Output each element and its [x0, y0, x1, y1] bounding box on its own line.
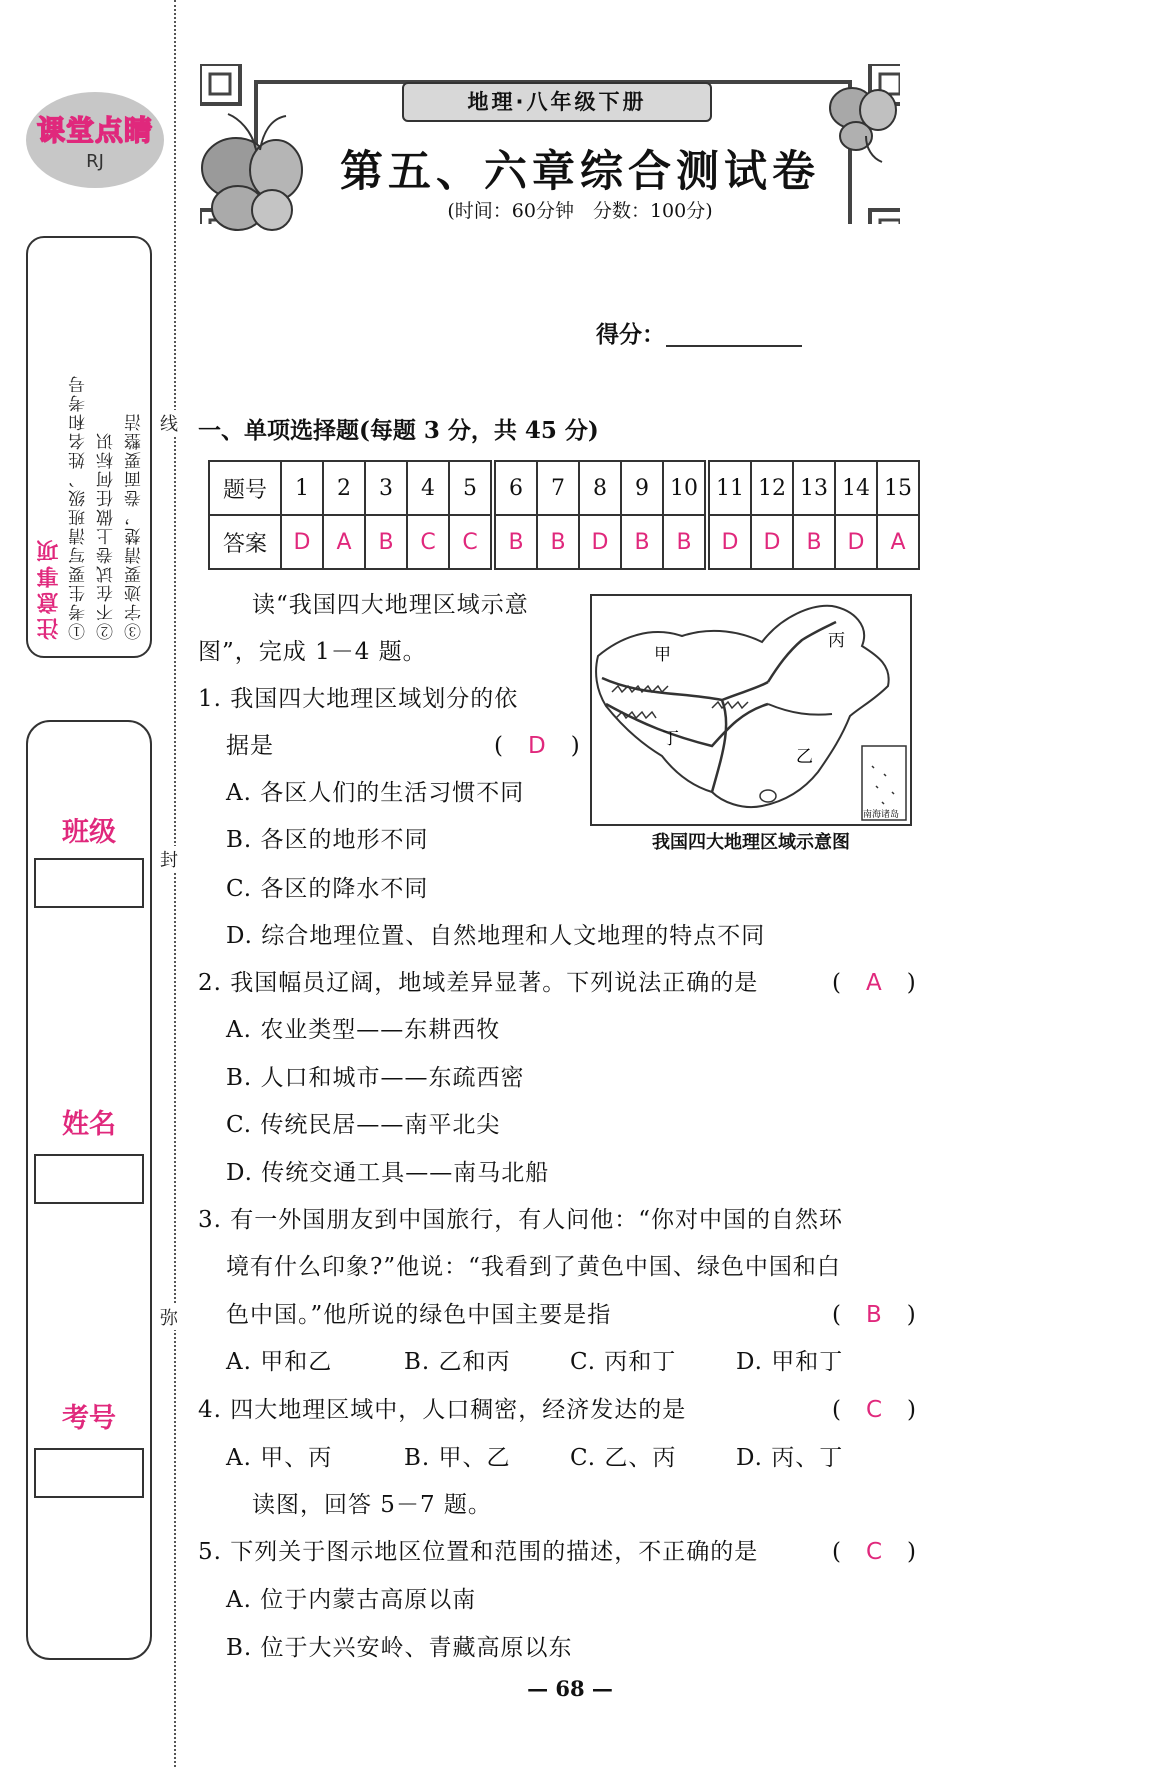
answer-cell[interactable]: D	[579, 515, 621, 569]
note-item: ②不在试卷上做任何标识	[97, 431, 117, 640]
option: B. 各区的地形不同	[226, 827, 429, 853]
question-number: 12	[751, 461, 793, 515]
section-title: 一、单项选择题(每题 3 分，共 45 分)	[198, 417, 599, 444]
name-field[interactable]	[34, 1154, 144, 1204]
answer-cell[interactable]: B	[537, 515, 579, 569]
page-title: 第五、六章综合测试卷	[340, 147, 820, 197]
question-number: 11	[707, 461, 751, 515]
inset-label: 南海诸岛	[863, 810, 900, 820]
exam-number-field[interactable]	[34, 1448, 144, 1498]
question-number: 7	[537, 461, 579, 515]
reading-intro: 图”，完成 1－4 题。	[198, 639, 427, 665]
option: B. 乙和丙	[404, 1349, 511, 1375]
option: B. 甲、乙	[404, 1445, 511, 1471]
answer-cell[interactable]: B	[793, 515, 835, 569]
answer-cell[interactable]: D	[707, 515, 751, 569]
map-drawing	[592, 596, 910, 824]
answer-cell[interactable]: D	[835, 515, 877, 569]
region-label-yi: 乙	[796, 747, 813, 767]
logo-subtitle: RJ	[86, 150, 104, 172]
note-item: ③字迹要清楚，卷面要整洁	[125, 412, 145, 640]
answer-mark: C	[865, 1539, 884, 1565]
class-field[interactable]	[34, 858, 144, 908]
question-number: 10	[663, 461, 707, 515]
region-label-ding: 丁	[662, 729, 679, 749]
region-label-bing: 丙	[828, 631, 845, 651]
option: D. 传统交通工具——南马北船	[226, 1160, 550, 1186]
binding-char: 线	[160, 410, 178, 436]
score-label: 得分：	[596, 322, 665, 348]
answer-mark: C	[865, 1397, 884, 1423]
answer-cell[interactable]: B	[365, 515, 407, 569]
option: C. 传统民居——南平北尖	[226, 1112, 501, 1138]
china-regions-map	[590, 594, 912, 826]
question-stem: 据是	[226, 733, 274, 759]
answer-mark: B	[865, 1302, 883, 1328]
question-number: 2	[323, 461, 365, 515]
name-label: 姓名	[62, 1109, 116, 1140]
question-stem: 1. 我国四大地理区域划分的依	[198, 686, 519, 712]
option: A. 各区人们的生活习惯不同	[226, 780, 525, 806]
notes-heading: 注意事项	[37, 536, 62, 640]
subject-badge: 地理·八年级下册	[402, 82, 712, 122]
note-item: ①考生要写清班级、姓名和考号	[69, 374, 89, 640]
question-stem: 色中国。”他所说的绿色中国主要是指	[226, 1302, 612, 1328]
answer-bracket: ( C )	[832, 1397, 918, 1423]
brand-logo	[26, 92, 164, 188]
answer-cell[interactable]: C	[407, 515, 449, 569]
option: A. 甲和乙	[226, 1349, 333, 1375]
answer-cell[interactable]: C	[449, 515, 493, 569]
answer-bracket: ( A )	[832, 970, 917, 996]
question-stem: 5. 下列关于图示地区位置和范围的描述，不正确的是	[198, 1539, 759, 1565]
option: D. 综合地理位置、自然地理和人文地理的特点不同	[226, 923, 766, 949]
option: D. 甲和丁	[736, 1349, 844, 1375]
question-number: 5	[449, 461, 493, 515]
answer-mark: A	[865, 970, 883, 996]
option: A. 甲、丙	[226, 1445, 333, 1471]
score-field[interactable]	[666, 345, 802, 347]
butterfly-icon	[198, 110, 308, 240]
option: C. 各区的降水不同	[226, 876, 429, 902]
option: D. 丙、丁	[736, 1445, 844, 1471]
question-stem: 4. 四大地理区域中，人口稠密，经济发达的是	[198, 1397, 687, 1423]
question-number: 1	[281, 461, 323, 515]
binding-line	[174, 0, 176, 1767]
question-stem: 3. 有一外国朋友到中国旅行，有人问他：“你对中国的自然环	[198, 1207, 844, 1233]
binding-char: 封	[160, 846, 178, 872]
question-number: 13	[793, 461, 835, 515]
answer-cell[interactable]: B	[621, 515, 663, 569]
answer-mark: D	[527, 733, 547, 759]
page-number: — 68 —	[527, 1676, 613, 1701]
answer-cell[interactable]: B	[493, 515, 537, 569]
question-number: 9	[621, 461, 663, 515]
answer-bracket: ( C )	[832, 1539, 918, 1565]
answer-cell[interactable]: D	[751, 515, 793, 569]
answer-table	[208, 460, 920, 570]
option: C. 丙和丁	[570, 1349, 677, 1375]
question-number: 14	[835, 461, 877, 515]
table-header-cell: 题号	[209, 461, 281, 515]
region-label-jia: 甲	[654, 645, 671, 665]
table-row	[209, 515, 919, 569]
question-stem: 境有什么印象?”他说：“我看到了黄色中国、绿色中国和白	[226, 1254, 841, 1280]
question-number: 15	[877, 461, 919, 515]
answer-cell[interactable]: D	[281, 515, 323, 569]
class-label: 班级	[62, 817, 116, 848]
option: B. 位于大兴安岭、青藏高原以东	[226, 1635, 573, 1661]
answer-cell[interactable]: B	[663, 515, 707, 569]
logo-title: 课堂点睛	[36, 113, 153, 147]
reading-intro: 读“我国四大地理区域示意	[252, 592, 529, 618]
binding-char: 弥	[160, 1304, 178, 1330]
option: B. 人口和城市——东疏西密	[226, 1065, 525, 1091]
exam-number-label: 考号	[62, 1403, 116, 1434]
answer-cell[interactable]: A	[877, 515, 919, 569]
question-number: 6	[493, 461, 537, 515]
answer-bracket: ( D )	[494, 733, 581, 759]
map-caption: 我国四大地理区域示意图	[652, 832, 850, 853]
option: A. 位于内蒙古高原以南	[226, 1587, 477, 1613]
option: C. 乙、丙	[570, 1445, 677, 1471]
exam-meta: (时间：60分钟 分数：100分)	[447, 200, 713, 222]
table-header-cell: 答案	[209, 515, 281, 569]
question-number: 8	[579, 461, 621, 515]
question-number: 4	[407, 461, 449, 515]
answer-bracket: ( B )	[832, 1302, 917, 1328]
option: A. 农业类型——东耕西牧	[226, 1017, 501, 1043]
question-number: 3	[365, 461, 407, 515]
reading-intro: 读图，回答 5－7 题。	[252, 1492, 492, 1518]
answer-cell[interactable]: A	[323, 515, 365, 569]
question-stem: 2. 我国幅员辽阔，地域差异显著。下列说法正确的是	[198, 970, 759, 996]
table-row	[209, 461, 919, 515]
